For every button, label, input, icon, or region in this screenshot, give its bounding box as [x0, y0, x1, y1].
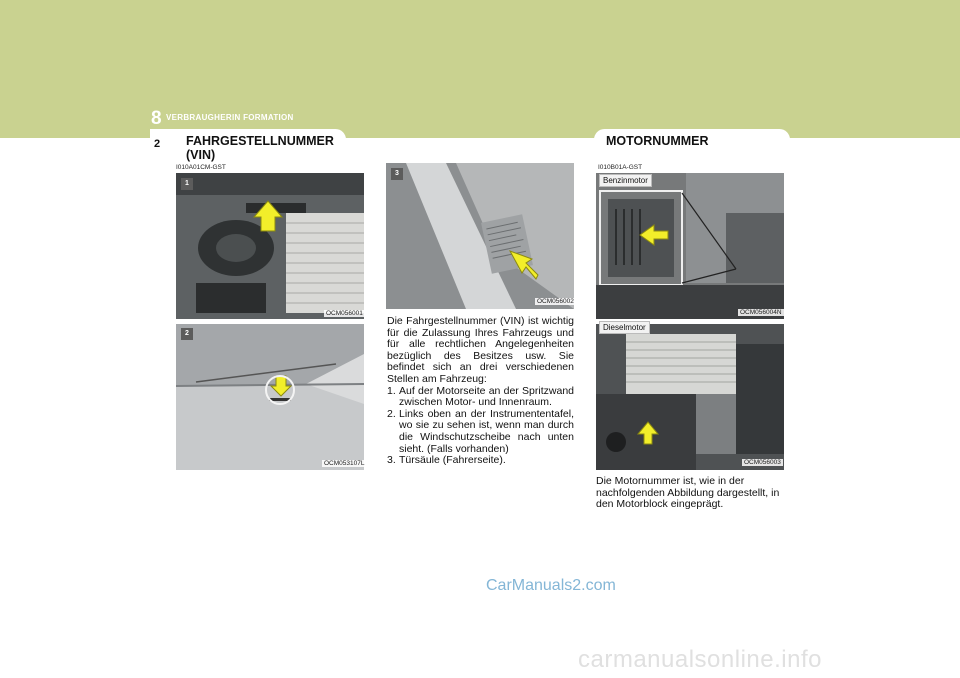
photo-code-1: OCM056001: [326, 310, 363, 317]
vin-location-list: [387, 386, 574, 467]
list-item: 3. Türsäule (Fahrerseite).: [387, 454, 506, 467]
photo-code-4: OCM056004N: [740, 309, 782, 316]
photo-gasoline-engine: [596, 173, 784, 319]
list-item: 1. Auf der Motorseite an der Spritzwand zwischen Motor- und Innenraum.: [387, 384, 574, 409]
vin-section-title: FAHRGESTELLNUMMER (VIN): [186, 134, 334, 162]
list-item: 2. Links oben an der Instrumententafel, wo sie zu sehen ist, wenn man durch die Windschutzscheibe nach unten sieht. (Falls vorhanden): [387, 407, 574, 455]
page-number: 2: [154, 138, 161, 150]
photo-engine-bay-vin: [176, 173, 364, 319]
engine-number-section-title: MOTORNUMMER: [606, 134, 709, 148]
vin-section-code: I010A01CM-GST: [176, 164, 226, 171]
photo-badge-3: 3: [391, 168, 403, 180]
photo-code-3: OCM056002: [537, 298, 574, 305]
photo-badge-1: 1: [181, 178, 193, 190]
chapter-title: VERBRAUGHERIN FORMATION: [166, 113, 294, 122]
chapter-number: 8: [151, 108, 162, 129]
photo-code-5: OCM056003: [744, 459, 781, 466]
photo-code-2: OCM053107L: [324, 460, 365, 467]
photo-diesel-engine: [596, 324, 784, 470]
watermark-carmanualsonline: carmanualsonline.info: [578, 646, 822, 673]
photo-door-pillar-vin: [386, 163, 574, 309]
gasoline-engine-label: Benzinmotor: [599, 174, 652, 187]
vin-intro-text: Die Fahrgestellnummer (VIN) ist wichtig für die Zulassung Ihres Fahrzeugs und für alle rechtlichen Angelegenheiten bezüglich des Besitzes usw. Sie befindet sich an drei verschiedenen Stellen am Fahrzeug:: [387, 315, 574, 385]
vin-description: [387, 316, 574, 467]
engine-number-description: Die Motornummer ist, wie in der nachfolgenden Abbildung dargestellt, in den Motorblock eingeprägt.: [596, 475, 780, 511]
photo-badge-2: 2: [181, 328, 193, 340]
photo-windshield-vin: [176, 324, 364, 470]
engine-section-code: I010B01A-GST: [598, 164, 643, 171]
diesel-engine-label: Dieselmotor: [599, 321, 650, 334]
watermark-carmanuals: CarManuals2.com: [486, 577, 616, 594]
header-band: [0, 0, 960, 138]
